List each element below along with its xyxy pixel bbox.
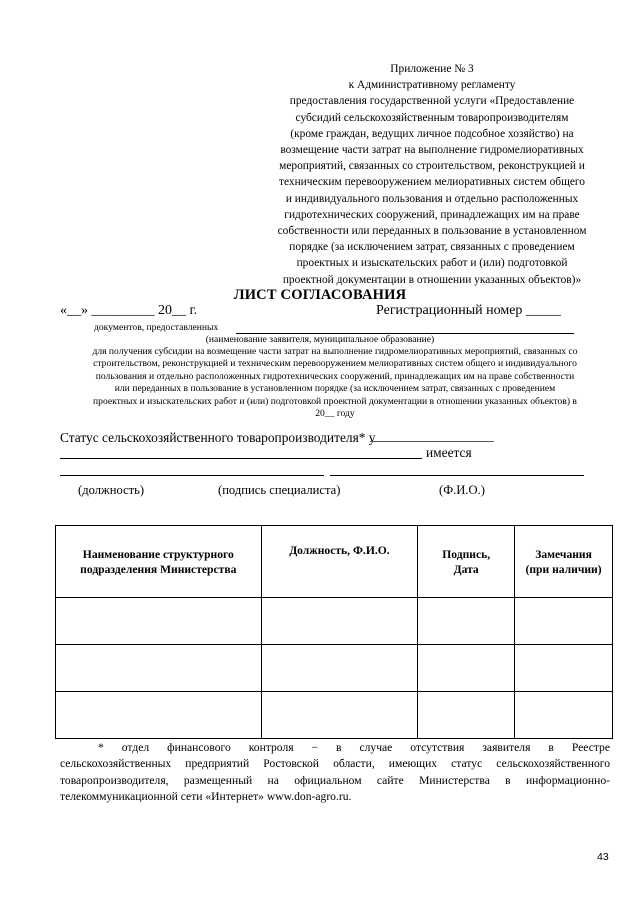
table-cell [56, 692, 262, 739]
footnote-line: * отдел финансового контроля − в случае отсутствия заявителя в Реестре [98, 741, 610, 754]
purpose-line: 20__ году [315, 408, 355, 420]
name-line [330, 475, 584, 476]
table-cell [261, 598, 418, 645]
purpose-line: для получения субсидии на возмещение части затрат на выполнение гидромелиоративных мероприятий, связанных со [92, 346, 578, 357]
table-header-row [56, 526, 613, 598]
appendix-line: собственности или переданных в пользование в установленном [277, 225, 587, 238]
status-has-text: имеется [426, 445, 472, 460]
footnote-line: телекоммуникационной сети «Интернет» www.don-agro.ru. [60, 790, 352, 804]
table-row [56, 598, 613, 645]
appendix-line: и индивидуального пользования и отдельно расположенных [285, 192, 579, 205]
appendix-header [252, 61, 612, 288]
appendix-line: порядке (за исключением затрат, связанных с проведением [289, 241, 575, 254]
purpose-line: проектных и изыскательских работ и (или) подготовкой проектной документации в отношении указанных объектов) в [93, 395, 577, 407]
table-row [56, 645, 613, 692]
name-caption: (Ф.И.О.) [439, 483, 485, 497]
position-caption: (должность) [78, 483, 145, 497]
table-cell [515, 692, 613, 739]
status-blank-line [370, 441, 494, 442]
table-cell [261, 692, 418, 739]
appendix-line: (кроме граждан, ведущих личное подсобное хозяйство) на [290, 127, 574, 140]
appendix-line: гидротехнических сооружений, принадлежащих им на праве [284, 208, 580, 221]
appendix-line: к Административному регламенту [348, 79, 516, 92]
table-cell [515, 598, 613, 645]
appendix-line: проектной документации в отношении указанных объектов)» [282, 273, 582, 286]
appendix-line: техническим перевооружением мелиоративных систем общего [279, 176, 585, 189]
documents-prefix: документов, предоставленных [94, 322, 219, 333]
footnote-line: сельскохозяйственных предприятий Ростовской области, имеющих статус сельскохозяйственного [60, 757, 610, 771]
producer-status-label: Статус сельскохозяйственного товаропроизводителя* у [60, 430, 376, 445]
purpose-line: пользования и отдельно расположенных гидротехнических сооружений, принадлежащих им на праве собственности [95, 370, 575, 382]
applicant-caption: (наименование заявителя, муниципальное образование) [205, 334, 435, 345]
table-header-department: Наименование структурного подразделения Министерства [56, 526, 262, 598]
table-cell [418, 692, 515, 739]
signature-caption: (подпись специалиста) [218, 483, 341, 497]
purpose-line: строительством, реконструкцией и техническим перевооружением мелиоративных систем общего и индивидуального [93, 358, 577, 370]
table-cell [56, 645, 262, 692]
appendix-line: предоставления государственной услуги «Предоставление [289, 95, 575, 108]
status-blank-line-2 [60, 458, 422, 459]
table-cell [515, 645, 613, 692]
table-cell [418, 598, 515, 645]
registration-number-field: Регистрационный номер _____ [376, 303, 561, 318]
table-cell [56, 598, 262, 645]
table-cell [261, 645, 418, 692]
footnote [60, 740, 610, 806]
footnote-line: товаропроизводителя, размещенный на официальном сайте Министерства в информационно- [60, 773, 610, 787]
purpose-text [60, 346, 610, 420]
table-header-signature: Подпись, Дата [418, 526, 515, 598]
table-row [56, 692, 613, 739]
appendix-line: субсидий сельскохозяйственным товаропроизводителям [295, 111, 569, 124]
appendix-line: Приложение № 3 [390, 63, 474, 75]
appendix-line: мероприятий, связанных со строительством, реконструкцией и [279, 160, 585, 173]
page-title: ЛИСТ СОГЛАСОВАНИЯ [233, 287, 407, 303]
approval-table [55, 525, 613, 739]
date-field: «__» _________ 20__ г. [60, 303, 198, 318]
appendix-line: возмещение части затрат на выполнение гидромелиоративных [280, 144, 584, 157]
table-header-remarks: Замечания (при наличии) [515, 526, 613, 598]
table-header-position: Должность, Ф.И.О. [261, 526, 418, 598]
purpose-line: или переданных в пользование в установленном порядке (за исключением затрат, связанных с проведением [114, 383, 556, 395]
position-signature-line [60, 475, 324, 476]
appendix-line: проектных и изыскательских работ и (или) подготовкой [296, 257, 568, 270]
page-number: 43 [597, 851, 609, 863]
table-cell [418, 645, 515, 692]
